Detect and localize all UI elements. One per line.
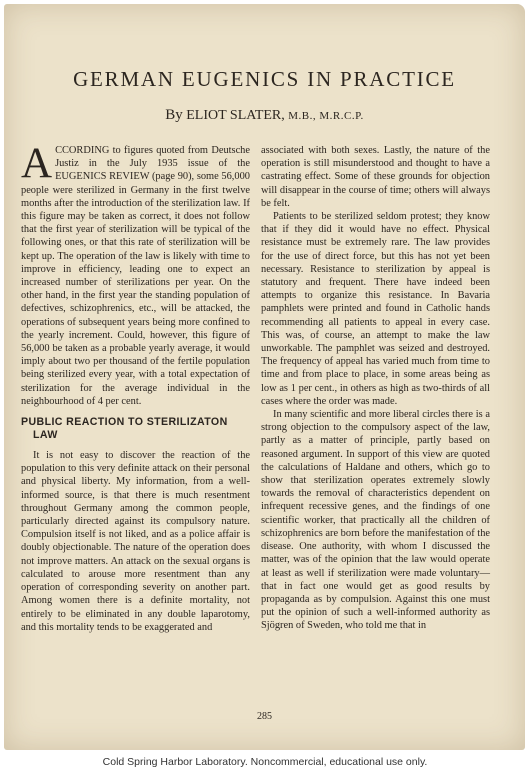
paragraph (21, 140, 250, 408)
paragraph: associated with both sexes. Lastly, the nature of the operation is still misunderstood and thought to have a castrating effect. Some of these grounds for objection will disappear in the course of time; others will always be felt. (261, 145, 490, 209)
drop-cap: A (21, 140, 53, 187)
paragraph-text: CCORDING to figures quoted from Deutsche Justiz in the July 1935 issue of the EUGENICS REVIEW (page 90), some 56,000 people were sterilized in Germany in the first twelve months after the introduction of the sterilization law. If this figure may be taken as correct, it does not follow that the first year of sterilization will be typical of the following ones, or that this rate of sterilization will be kept up. The operation of the law is likely with time to improve in efficiency, leading one to expect an increased number of sterilizations per year. On the other hand, in the first year the standing population of defectives, schizophrenics, etc., will be attacked, the operations of subsequent years being more confined to the yearly increment. Could, however, this figure of 56,000 be taken as a probable yearly average, it would imply about two per thousand of the fertile population being sterilized every year, with a total expectation of sterilization for the average individual in the neighbourhood of 4 per cent. (21, 145, 250, 407)
article-title: GERMAN EUGENICS IN PRACTICE (73, 67, 456, 91)
left-column (21, 140, 250, 634)
section-heading-line2: LAW (33, 429, 58, 442)
byline (4, 107, 525, 124)
section-heading-line1: PUBLIC REACTION TO STERILIZATON (21, 416, 228, 429)
author-credentials: M.B., M.R.C.P. (288, 110, 364, 122)
section-heading (21, 416, 250, 442)
credit-line: Cold Spring Harbor Laboratory. Noncommercial, educational use only. (102, 756, 428, 768)
right-column (261, 144, 490, 633)
paragraph: Patients to be sterilized seldom protest; they know that if they did it would have no effect. Physical resistance must be extremely rare. The law provides for the use of direct force, but this has not yet been necessary. Resistance to sterilization by appeal is statutory and frequent. There have indeed been attempts to organize this resistance. In Bavaria pamphlets were printed and found in Catholic hands recommending all patients to appeal in every case. This was, of course, an attempt to make the law unworkable. The pamphlet was seized and destroyed. The frequency of appeal has varied much from time to time and from place to place, in some areas being as low as 1 per cent., in others as high as two-thirds of all cases where the order was made. (261, 211, 490, 407)
page-number: 285 (257, 711, 272, 722)
paragraph: In many scientific and more liberal circles there is a strong objection to the compulsory aspect of the law, partly as a matter of principle, partly based on reasoned argument. In support of this view are quoted the calculations of Haldane and others, which go to show that sterilization operates extremely slowly towards the removal of characteristics dependent on infrequent recessive genes, and the findings of one scientific worker, that practically all the children of schizophrenics are born before the manifestation of the disease. One authority, with whom I discussed the matter, was of the opinion that the law would operate at least as well if sterilization were made voluntary—that in fact one would get as good results by propaganda as by compulsion. Against this one must put the opinion of such a well-informed authority as Sjögren of Sweden, who told me that in (261, 409, 490, 632)
byline-by: By (165, 107, 183, 123)
paragraph: It is not easy to discover the reaction of the population to this very definite attack on their personal and physical liberty. My information, from a well-informed source, is that there is much resentment throughout Germany among the common people, particularly directed against its compulsory nature. Compulsion itself is not liked, and as a police affair is doubly objectionable. The nature of the operation does not improve matters. An attack on the sexual organs is calculated to arouse more resentment than any operation of corresponding severity on another part. Among women there is a definite mortality, not entirely to be eliminated in any double laparotomy, and this mortality tends to be exaggerated and (21, 450, 250, 633)
journal-page (4, 4, 525, 750)
author-name: ELIOT SLATER, (186, 108, 285, 123)
